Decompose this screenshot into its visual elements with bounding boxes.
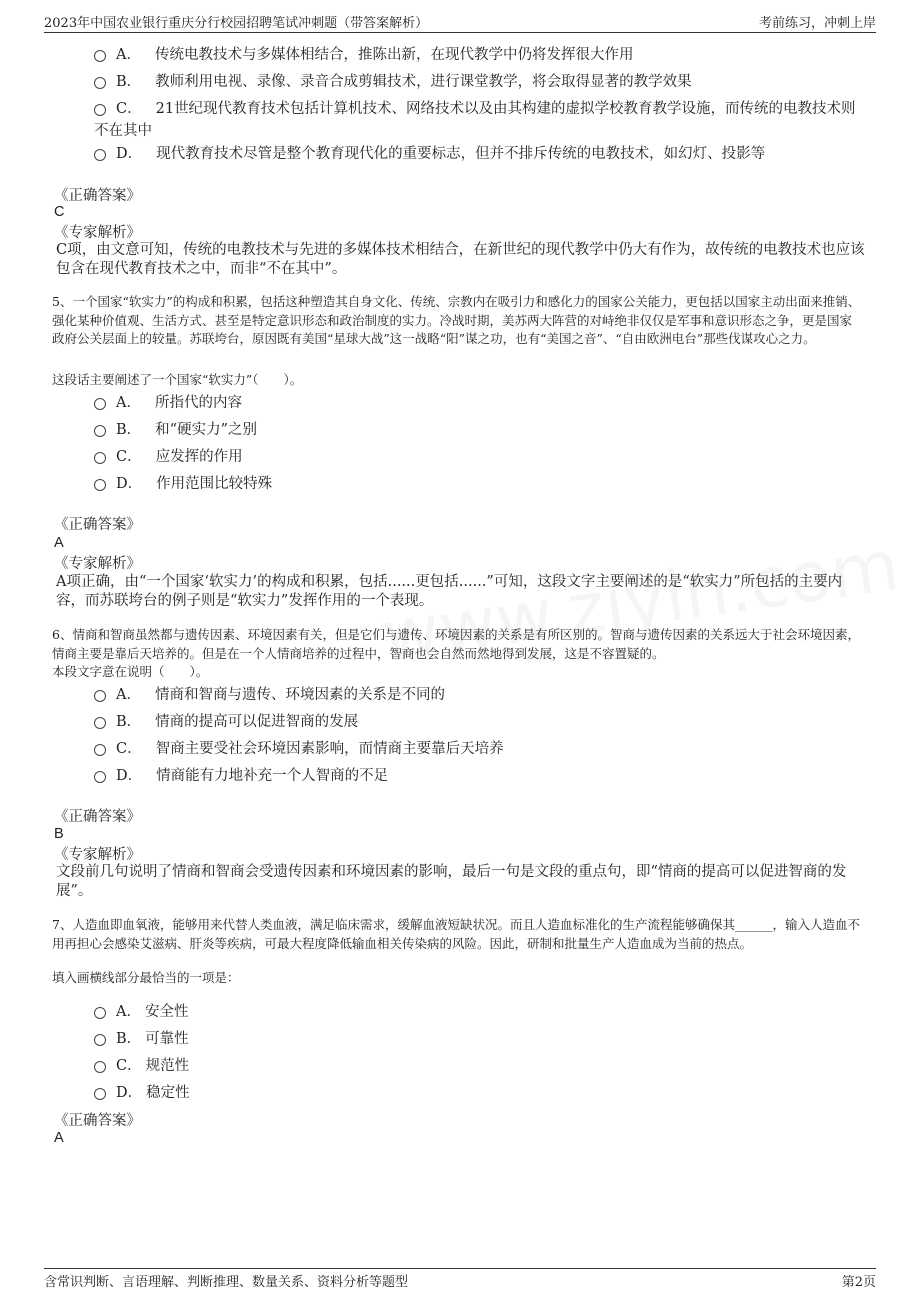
radio-icon[interactable] — [94, 452, 106, 464]
q6-question: 本段文字意在说明（ ）。 — [52, 664, 209, 679]
q7-option-d[interactable]: D． 稳定性 — [94, 1082, 874, 1104]
q7-answer-label: 《正确答案》 — [54, 1113, 141, 1129]
q6-answer: B — [54, 826, 64, 842]
q4-option-d[interactable]: D． 现代教育技术尽管是整个教育现代化的重要标志，但并不排斥传统的电教技术，如幻灯、投影等 — [94, 143, 874, 165]
header-title: 2023年中国农业银行重庆分行校园招聘笔试冲刺题（带答案解析） — [44, 16, 429, 31]
q5-option-a[interactable]: A． 所指代的内容 — [94, 392, 874, 414]
radio-icon[interactable] — [94, 479, 106, 491]
q4-answer-label: 《正确答案》 — [54, 188, 141, 204]
q7-option-a[interactable]: A． 安全性 — [94, 1001, 874, 1023]
q4-option-a[interactable]: A． 传统电教技术与多媒体相结合，推陈出新，在现代教学中仍将发挥很大作用 — [94, 44, 874, 66]
q5-explanation: A项正确，由“一个国家‘软实力’的构成和积累，包括......更包括......”可知，这段文字主要阐述的是“软实力”所包括的主要内容，而苏联垮台的例子则是“软实力”发挥作用的一个表现。 — [56, 574, 843, 609]
radio-icon[interactable] — [94, 104, 106, 116]
q5-answer: A — [54, 535, 64, 551]
q5-explanation-label: 《专家解析》 — [54, 556, 141, 572]
q5-answer-label: 《正确答案》 — [54, 517, 141, 533]
radio-icon[interactable] — [94, 1007, 106, 1019]
header-slogan: 考前练习，冲刺上岸 — [758, 16, 876, 31]
footer-note: 含常识判断、言语理解、判断推理、数量关系、资料分析等题型 — [44, 1274, 409, 1290]
q6-stem: 6、情商和智商虽然都与遗传因素、环境因素有关，但是它们与遗传、环境因素的关系是有所区别的。智商与遗传因素的关系远大于社会环境因素，情商主要是靠后天培养的。但是在一个人情商培养的过程中，智商也会自然而然地得到发展，这是不容置疑的。 — [52, 627, 860, 661]
q5-option-b[interactable]: B． 和“硬实力”之别 — [94, 419, 874, 441]
radio-icon[interactable] — [94, 717, 106, 729]
q5-option-d[interactable]: D． 作用范围比较特殊 — [94, 473, 874, 495]
q7-question: 填入画横线部分最恰当的一项是： — [52, 970, 240, 985]
q6-option-c[interactable]: C． 智商主要受社会环境因素影响，而情商主要靠后天培养 — [94, 738, 874, 760]
radio-icon[interactable] — [94, 690, 106, 702]
q5-stem: 5、一个国家“软实力”的构成和积累，包括这种塑造其自身文化、传统、宗教内在吸引力和感化力的国家公关能力，更包括以国家主动出面来推销、强化某种价值观、生活方式、甚至是特定意识形态和政治制度的实力。冷战时期，美苏两大阵营的对峙绝非仅仅是军事和意识形态之争，更是国家政府公关层面上的较量。苏联垮台，原因既有美国“星球大战”这一战略“阳”谋之功，也有“美国之音”、“自由欧洲电台”那些伐谋攻心之力。 — [52, 294, 861, 346]
radio-icon[interactable] — [94, 398, 106, 410]
q6-explanation-label: 《专家解析》 — [54, 847, 141, 863]
radio-icon[interactable] — [94, 744, 106, 756]
q5-option-c[interactable]: C． 应发挥的作用 — [94, 446, 874, 468]
page-number: 第2页 — [841, 1274, 876, 1290]
q4-explanation-label: 《专家解析》 — [54, 225, 141, 241]
page-footer — [44, 1268, 876, 1291]
q4-option-c[interactable]: C． 21世纪现代教育技术包括计算机技术、网络技术以及由其构建的虚拟学校教育教学设施，而传统的电教技术则不在其中 — [94, 101, 856, 139]
radio-icon[interactable] — [94, 50, 106, 62]
radio-icon[interactable] — [94, 425, 106, 437]
q6-option-d[interactable]: D． 情商能有力地补充一个人智商的不足 — [94, 765, 874, 787]
q4-explanation: C项，由文意可知，传统的电教技术与先进的多媒体技术相结合，在新世纪的现代教学中仍大有作为，故传统的电教技术也应该包含在现代教育技术之中，而非“不在其中”。 — [56, 242, 865, 277]
q6-option-b[interactable]: B． 情商的提高可以促进智商的发展 — [94, 711, 874, 733]
radio-icon[interactable] — [94, 1088, 106, 1100]
q6-answer-label: 《正确答案》 — [54, 809, 141, 825]
radio-icon[interactable] — [94, 1034, 106, 1046]
radio-icon[interactable] — [94, 771, 106, 783]
q5-question: 这段话主要阐述了一个国家“软实力”（ ）。 — [52, 372, 303, 387]
q7-stem: 7、人造血即血氧液，能够用来代替人类血液，满足临床需求，缓解血液短缺状况。而且人造血标准化的生产流程能够确保其______，输入人造血不用再担心会感染艾滋病、肝炎等疾病，可最大程度降低输血相关传染病的风险。因此，研制和批量生产人造血成为当前的热点。 — [52, 917, 860, 951]
q6-option-a[interactable]: A． 情商和智商与遗传、环境因素的关系是不同的 — [94, 684, 874, 706]
q4-answer: C — [54, 204, 65, 220]
q6-explanation: 文段前几句说明了情商和智商会受遗传因素和环境因素的影响，最后一句是文段的重点句，即“情商的提高可以促进智商的发展”。 — [56, 864, 847, 899]
page-header — [44, 12, 876, 33]
radio-icon[interactable] — [94, 77, 106, 89]
radio-icon[interactable] — [94, 1061, 106, 1073]
q7-answer: A — [54, 1130, 64, 1146]
q7-option-b[interactable]: B． 可靠性 — [94, 1028, 874, 1050]
radio-icon[interactable] — [94, 149, 106, 161]
q7-option-c[interactable]: C． 规范性 — [94, 1055, 874, 1077]
q4-option-b[interactable]: B． 教师利用电视、录像、录音合成剪辑技术，进行课堂教学，将会取得显著的教学效果 — [94, 71, 874, 93]
